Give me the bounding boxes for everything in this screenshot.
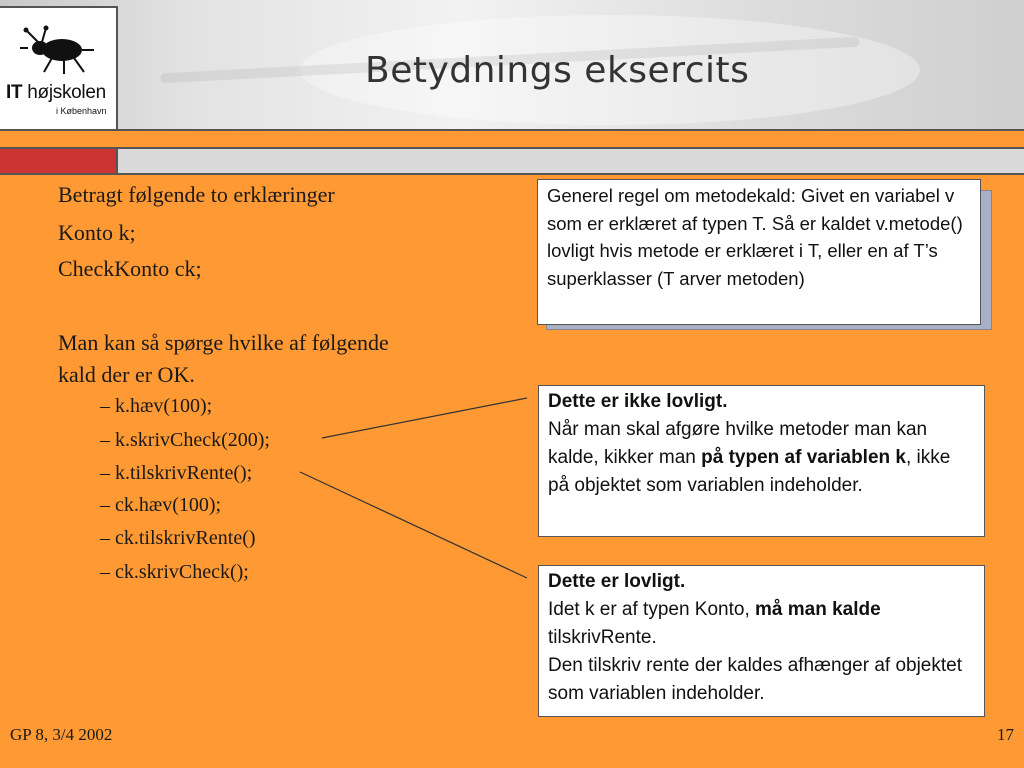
callout-text: tilskrivRente. [548, 627, 657, 648]
page-number: 17 [997, 725, 1014, 744]
logo-subtitle: i København [56, 106, 107, 116]
list-item: – k.tilskrivRente(); [100, 462, 253, 484]
list-item: – ck.skrivCheck(); [100, 561, 249, 583]
connector-line [300, 472, 527, 578]
list-item: – ck.tilskrivRente() [100, 527, 256, 549]
callout-heading: Dette er lovligt. [548, 571, 686, 592]
body-line: kald der er OK. [58, 362, 195, 387]
illegal-callout [538, 385, 985, 537]
callout-text: Idet k er af typen Konto, [548, 599, 756, 620]
body-line: Man kan så spørge hvilke af følgende [58, 330, 389, 355]
callout-text: Når man skal afgøre hvilke metoder man kan kalde, kikker man [548, 419, 928, 468]
body-line: CheckKonto ck; [58, 256, 202, 281]
slide-title: Betydnings eksercits [365, 50, 750, 91]
callout-text: Den tilskriv rente der kaldes afhænger af objektet som variablen indeholder. [548, 655, 962, 704]
general-rule-callout [537, 179, 981, 325]
legal-callout [538, 565, 985, 717]
list-item: – ck.hæv(100); [100, 494, 222, 516]
list-item: – k.hæv(100); [100, 395, 213, 417]
logo-name: højskolen [22, 82, 106, 103]
general-rule-text: Generel regel om metodekald: Givet en variabel v som er erklæret af typen T. Så er kaldet v.metode() lovligt hvis metode er erklæret i T, eller en af T’s superklasser (T arver metoden) [547, 185, 963, 289]
body-line: Betragt følgende to erklæringer [58, 182, 335, 207]
callout-heading: Dette er ikke lovligt. [548, 391, 728, 412]
logo-it: IT [6, 82, 23, 103]
connector-line [322, 398, 527, 438]
callout-emphasis: på typen af variablen k [701, 447, 906, 468]
callout-emphasis: må man kalde [755, 599, 881, 620]
body-line: Konto k; [58, 220, 136, 245]
list-item: – k.skrivCheck(200); [100, 429, 270, 451]
footer-date: GP 8, 3/4 2002 [10, 725, 113, 744]
callout-text: , ikke på objektet som variablen indeholder. [548, 447, 951, 496]
